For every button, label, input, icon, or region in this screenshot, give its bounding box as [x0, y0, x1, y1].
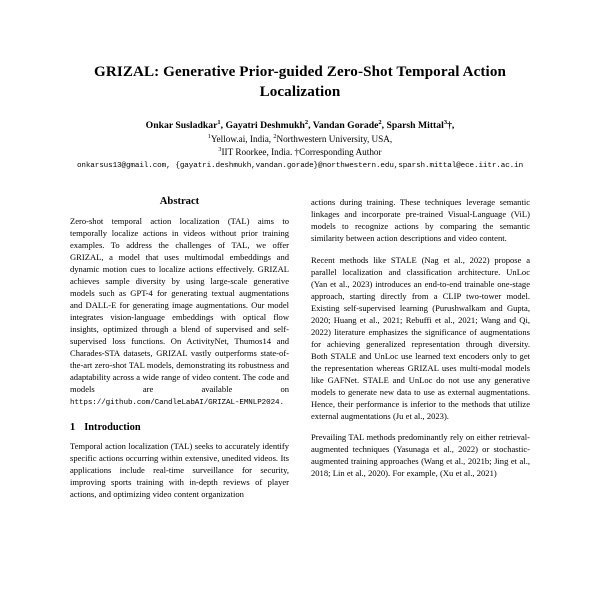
affiliation-marker-2: 2 — [273, 133, 277, 140]
affiliation-block — [62, 133, 538, 159]
affiliation-3-text: IIT Roorkee, India. †Corresponding Author — [221, 146, 382, 157]
section-number: 1 — [70, 421, 76, 433]
abstract-url-part-2: GRIZAL-EMNLP2024 — [208, 399, 280, 407]
title-block — [0, 0, 600, 172]
right-paragraph-2: Recent methods like STALE (Nag et al., 2022) propose a parallel localization and classification architecture. UnLoc (Yan et al., 2023) introduces an end-to-end trainable one-stage approach, starting directly from a CLIP two-tower model. Existing self-supervised learning (Purushwalkam and Gupta, 2020; Huang et al., 2021; Rebuffi et al., 2021; Wang and Qi, 2022) literature emphasizes the significance of augmentations for achieving generalized representation through diversity. Both STALE and UnLoc use learned text encoders only to get the representation whereas GRIZAL uses multi-modal models like GAFNet. STALE and UnLoc do not use any generative models to generate new data to use as external augmentations. Hence, their performance is inferior to the methods that utilize external augmentations (Ju et al., 2023). — [311, 254, 530, 421]
affiliation-marker-3: 3 — [218, 146, 222, 153]
author-emails: onkarsus13@gmail.com, {gayatri.deshmukh,vandan.gorade}@northwestern.edu,sparsh.mittal@ece.iitr.ac.in — [76, 162, 524, 171]
abstract-url-part-1: https://github.com/CandleLabAI/ — [70, 399, 209, 407]
abstract-paragraph — [70, 215, 289, 409]
affiliation-marker-1: 1 — [207, 133, 211, 140]
author-affiliation-marker: 2 — [304, 118, 309, 126]
author-names-text: Onkar Susladkar$^1$, Gayatri Deshmukh$^2$, Vandan Gorade$^2$, Sparsh Mittal$^3$†, — [145, 118, 455, 132]
corresponding-author-marker: †, — [447, 120, 455, 132]
affiliation-line-2 — [62, 146, 538, 159]
author-name: Gayatri Deshmukh — [225, 120, 305, 132]
affiliation-2-text: Northwestern University, USA, — [276, 133, 393, 144]
author-list — [62, 119, 538, 133]
section-title: Introduction — [84, 421, 141, 433]
right-paragraph-1: actions during training. These techniques leverage semantic linkages and incorporate pre-trained Visual-Language (ViL) models to recognize actions by comparing the semantic similarity between action descriptions and video content. — [311, 197, 530, 243]
right-column — [311, 196, 530, 500]
affiliation-1-text: Yellow.ai, India, — [210, 133, 272, 144]
page-title: GRIZAL: Generative Prior-guided Zero-Shot Temporal Action Localization — [94, 64, 506, 101]
introduction-paragraph: Temporal action localization (TAL) seeks to accurately identify specific actions occurring within extensive, unedited videos. Its applications include real-time surveillance for security, improving sports training with in-depth reviews of player actions, and optimizing video content organization — [70, 440, 289, 499]
abstract-url-period: . — [279, 399, 284, 407]
body-columns — [0, 196, 600, 500]
author-name: Sparsh Mittal — [386, 120, 444, 132]
author-name: Onkar Susladkar — [145, 120, 218, 132]
author-names — [146, 120, 455, 131]
author-affiliation-marker: 1 — [217, 118, 221, 126]
abstract-heading: Abstract — [159, 196, 200, 207]
affiliation-line-1 — [62, 133, 538, 146]
section-heading-introduction — [70, 422, 289, 433]
author-affiliation-marker: 2 — [378, 118, 382, 126]
right-paragraph-3: Prevailing TAL methods predominantly rely on either retrieval-augmented techniques (Yasunaga et al., 2022) or stochastic-augmented training approaches (Wang et al., 2021b; Jing et al., 2018; Lin et al., 2020). For example, (Xu et al., 2021) — [311, 432, 530, 478]
left-column — [70, 196, 289, 500]
abstract-body-text: Zero-shot temporal action localization (TAL) aims to temporally localize actions in videos without prior training examples. To address the challenges of TAL, we offer GRIZAL, a model that uses multimodal embeddings and dynamic motion cues to localize actions effectively. GRIZAL achieves sample diversity by using large-scale generative models such as GPT-4 for generating textual augmentations and DALL-E for generating image augmentations. Our model integrates vision-language embeddings with optical flow insights, optimized through a blend of supervised and self-supervised loss functions. On ActivityNet, Thumos14 and Charades-STA datasets, GRIZAL vastly outperforms state-of-the-art zero-shot TAL models, demonstrating its robustness and adaptability across a wide range of video content. The code and models are available on — [70, 216, 289, 394]
author-name: Vandan Gorade — [312, 120, 379, 132]
author-affiliation-marker: 3 — [443, 118, 448, 126]
